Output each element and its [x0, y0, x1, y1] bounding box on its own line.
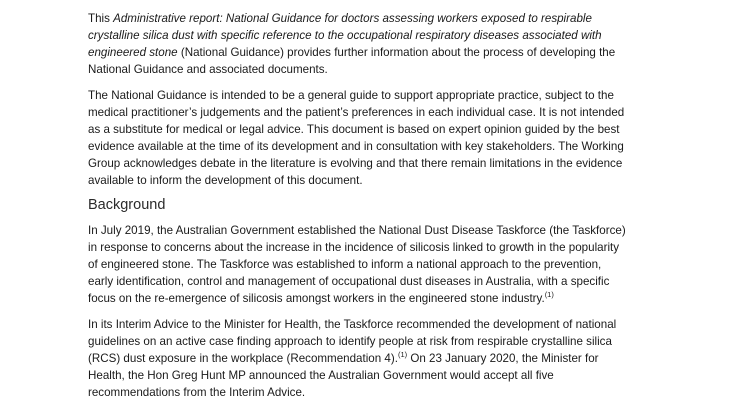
text-span: National Guidance and associated documents.: [88, 63, 328, 76]
text-span: This: [88, 12, 114, 25]
text-line: [88, 384, 688, 401]
text-line: [88, 61, 688, 78]
text-line: [88, 27, 688, 44]
text-line: [88, 104, 688, 121]
text-line: [88, 155, 688, 172]
text-span: Health, the Hon Greg Hunt MP announced the Australian Government would accept all five: [88, 369, 554, 382]
text-line: [88, 44, 688, 61]
text-line: [88, 10, 688, 27]
text-span: of engineered stone. The Taskforce was established to inform a national approach to the prevention,: [88, 258, 602, 271]
paragraph: [88, 222, 688, 307]
document-body: [88, 10, 688, 410]
text-span: guidelines on an active case finding approach to identify people at risk from respirable crystalline silica: [88, 335, 612, 348]
italic-title-text: crystalline silica dust with specific reference to the occupational respiratory diseases associated with: [88, 29, 602, 42]
text-span: In July 2019, the Australian Government established the National Dust Disease Taskforce (the Taskforce): [88, 224, 626, 237]
text-span: In its Interim Advice to the Minister for Health, the Taskforce recommended the development of national: [88, 318, 617, 331]
text-line: [88, 239, 688, 256]
paragraph: [88, 316, 688, 401]
text-span: in response to concerns about the increase in the incidence of silicosis linked to growth in the popularity: [88, 241, 620, 254]
paragraph: [88, 87, 688, 189]
text-line: [88, 87, 688, 104]
text-line: [88, 290, 688, 307]
italic-title-text: engineered stone: [88, 46, 178, 59]
text-span: (National Guidance) provides further information about the process of developing the: [177, 46, 616, 59]
text-line: [88, 222, 688, 239]
text-line: [88, 172, 688, 189]
text-line: [88, 333, 688, 350]
text-line: [88, 138, 688, 155]
text-line: [88, 121, 688, 138]
text-span: medical practitioner’s judgements and the patient’s preferences in each individual case. It is not intended: [88, 106, 625, 119]
text-line: [88, 350, 688, 367]
text-span: (RCS) dust exposure in the workplace (Recommendation 4).: [88, 352, 398, 365]
text-span: On 23 January 2020, the Minister for: [407, 352, 599, 365]
text-span: as a substitute for medical or legal advice. This document is based on expert opinion guided by the best: [88, 123, 620, 136]
section-heading: Background: [88, 197, 166, 213]
text-span: recommendations from the Interim Advice.: [88, 386, 306, 399]
text-line: [88, 316, 688, 333]
text-span: Group acknowledges debate in the literature is evolving and that there remain limitations in the evidence: [88, 157, 623, 170]
text-span: early identification, control and management of occupational dust diseases in Australia, with a specific: [88, 275, 610, 288]
citation-reference: (1): [544, 290, 554, 299]
text-span: focus on the re-emergence of silicosis amongst workers in the engineered stone industry.: [88, 292, 545, 305]
citation-reference: (1): [397, 350, 408, 359]
text-span: The National Guidance is intended to be a general guide to support appropriate practice, subject to the: [88, 89, 614, 102]
text-span: evidence available at the time of its development and in consultation with key stakeholders. The Working: [88, 140, 624, 153]
text-line: [88, 367, 688, 384]
paragraph: [88, 10, 688, 78]
italic-title-text: Administrative report: National Guidance for doctors assessing workers exposed to respirable: [113, 12, 592, 25]
text-line: [88, 256, 688, 273]
text-line: [88, 273, 688, 290]
text-span: available to inform the development of this document.: [88, 174, 363, 187]
